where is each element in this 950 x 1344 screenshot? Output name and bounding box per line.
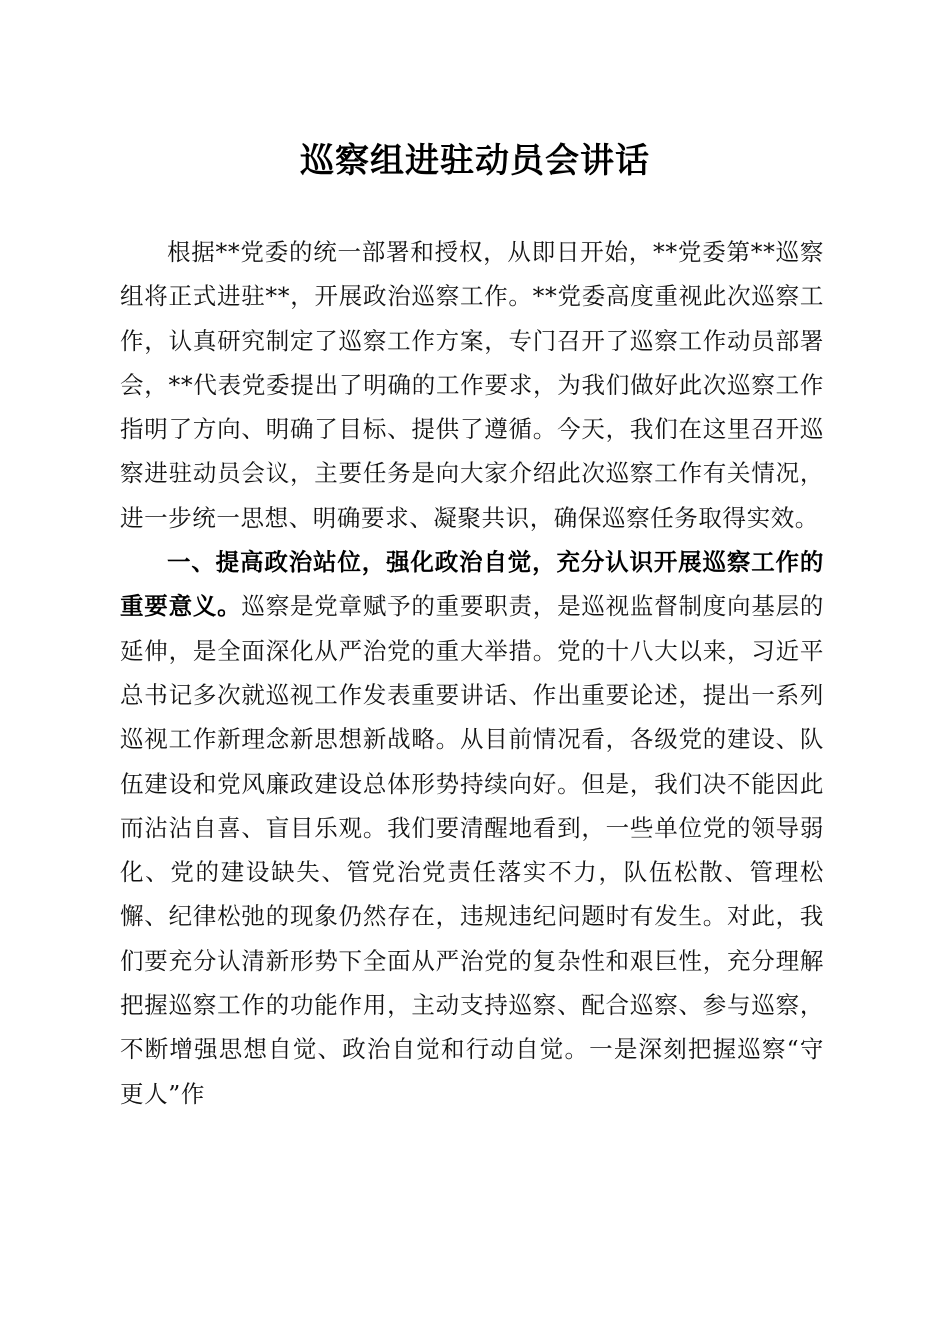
section-1-paragraph <box>120 540 824 1116</box>
section-1-heading: 一、提高政治站位，强化政治自觉，充分认识开展巡察工作的重要意义。 <box>120 548 824 621</box>
document-body <box>120 230 824 1116</box>
section-1-body: 巡察是党章赋予的重要职责，是巡视监督制度向基层的延伸，是全面深化从严治党的重大举措。党的十八大以来，习近平总书记多次就巡视工作发表重要讲话、作出重要论述，提出一系列巡视工作新理念新思想新战略。从目前情况看，各级党的建设、队伍建设和党风廉政建设总体形势持续向好。但是，我们决不能因此而沾沾自喜、盲目乐观。我们要清醒地看到，一些单位党的领导弱化、党的建设缺失、管党治党责任落实不力，队伍松散、管理松懈、纪律松弛的现象仍然存在，违规违纪问题时有发生。对此，我们要充分认清新形势下全面从严治党的复杂性和艰巨性，充分理解把握巡察工作的功能作用，主动支持巡察、配合巡察、参与巡察，不断增强思想自觉、政治自觉和行动自觉。一是深刻把握巡察“守更人”作 <box>120 592 825 1108</box>
intro-paragraph: 根据**党委的统一部署和授权，从即日开始，**党委第**巡察组将正式进驻**，开展政治巡察工作。**党委高度重视此次巡察工作，认真研究制定了巡察工作方案，专门召开了巡察工作动员部署会，**代表党委提出了明确的工作要求，为我们做好此次巡察工作指明了方向、明确了目标、提供了遵循。今天，我们在这里召开巡察进驻动员会议，主要任务是向大家介绍此次巡察工作有关情况，进一步统一思想、明确要求、凝聚共识，确保巡察任务取得实效。 <box>120 238 824 532</box>
document-title: 巡察组进驻动员会讲话 <box>300 141 650 181</box>
